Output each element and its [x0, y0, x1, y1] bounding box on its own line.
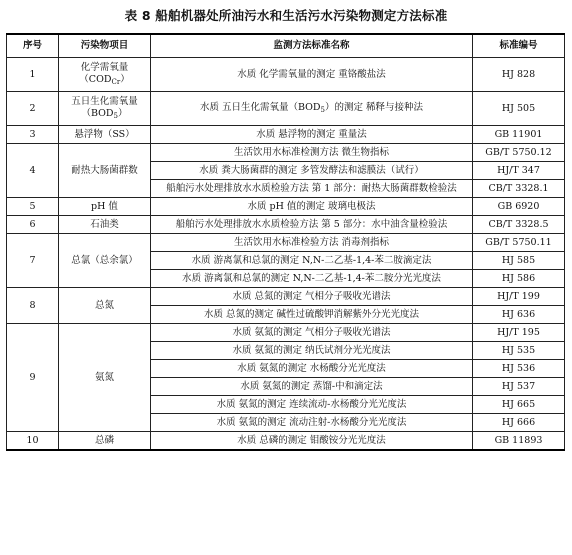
pollutant-cell	[59, 58, 151, 92]
serial-cell: 7	[7, 234, 59, 288]
code-cell: HJ 535	[473, 342, 565, 360]
pollutant-name: 五日生化需氧量	[71, 95, 138, 107]
pollutant-cell	[59, 92, 151, 126]
method-cell: 生活饮用水标准检验方法 消毒剂指标	[151, 234, 473, 252]
code-cell: HJ/T 199	[473, 288, 565, 306]
table-row	[7, 144, 565, 162]
method-cell: 水质 氨氮的测定 水杨酸分光光度法	[151, 360, 473, 378]
code-cell: GB 11901	[473, 126, 565, 144]
code-cell: HJ 505	[473, 92, 565, 126]
serial-cell: 3	[7, 126, 59, 144]
code-cell: GB 6920	[473, 198, 565, 216]
table-row	[7, 216, 565, 234]
serial-cell: 8	[7, 288, 59, 324]
pollutant-cell: 氨氮	[59, 324, 151, 432]
serial-cell: 9	[7, 324, 59, 432]
method-cell: 水质 氨氮的测定 纳氏试剂分光光度法	[151, 342, 473, 360]
method-cell: 生活饮用水标准检测方法 微生物指标	[151, 144, 473, 162]
code-cell: HJ 665	[473, 396, 565, 414]
code-cell: HJ/T 195	[473, 324, 565, 342]
method-cell: 水质 pH 值的测定 玻璃电极法	[151, 198, 473, 216]
table-row	[7, 198, 565, 216]
serial-cell: 4	[7, 144, 59, 198]
code-cell: HJ 537	[473, 378, 565, 396]
code-cell: HJ 636	[473, 306, 565, 324]
table-row	[7, 288, 565, 306]
method-cell: 船舶污水处理排放水水质检验方法 第 5 部分：水中油含量检验法	[151, 216, 473, 234]
pollutant-cell: 总氯（总余氯）	[59, 234, 151, 288]
pollutant-abbr: $(COD_{Cr})$	[79, 73, 130, 86]
pollutant-cell: 总氮	[59, 288, 151, 324]
table-title: 表 8 船舶机器处所油污水和生活污水污染物测定方法标准	[124, 8, 448, 23]
table-row	[7, 324, 565, 342]
header-row	[7, 34, 565, 58]
code-cell: HJ 666	[473, 414, 565, 432]
method-cell: 水质 粪大肠菌群的测定 多管发酵法和滤膜法（试行）	[151, 162, 473, 180]
method-cell: 水质 氨氮的测定 流动注射-水杨酸分光光度法	[151, 414, 473, 432]
method-cell: 水质 总氮的测定 气相分子吸收光谱法	[151, 288, 473, 306]
code-cell: GB/T 5750.11	[473, 234, 565, 252]
pollutant-name: 化学需氧量	[80, 61, 129, 73]
header-pollutant: 污染物项目	[59, 34, 151, 58]
pollutant-cell: 悬浮物（SS）	[59, 126, 151, 144]
method-cell: 水质 化学需氧量的测定 重铬酸盐法	[151, 58, 473, 92]
code-cell: CB/T 3328.1	[473, 180, 565, 198]
code-cell: HJ 536	[473, 360, 565, 378]
method-cell: 水质 五日生化需氧量$(BOD_5)$的测定 稀释与接种法	[151, 92, 473, 126]
pollutant-cell: pH 值	[59, 198, 151, 216]
code-cell: GB 11893	[473, 432, 565, 451]
standards-table	[6, 33, 565, 451]
method-cell: 水质 游离氯和总氯的测定 N,N-二乙基-1,4-苯二胺分光光度法	[151, 270, 473, 288]
method-cell: 水质 总磷的测定 钼酸铵分光光度法	[151, 432, 473, 451]
method-cell: 水质 氨氮的测定 连续流动-水杨酸分光光度法	[151, 396, 473, 414]
pollutant-abbr: $(BOD_5)$	[81, 107, 128, 120]
code-cell: HJ 586	[473, 270, 565, 288]
header-method: 监测方法标准名称	[151, 34, 473, 58]
method-cell: 水质 游离氯和总氯的测定 N,N-二乙基-1,4-苯二胺滴定法	[151, 252, 473, 270]
pollutant-cell: 耐热大肠菌群数	[59, 144, 151, 198]
code-cell: CB/T 3328.5	[473, 216, 565, 234]
code-cell: HJ 585	[473, 252, 565, 270]
method-cell: 水质 氨氮的测定 气相分子吸收光谱法	[151, 324, 473, 342]
method-cell: 水质 氨氮的测定 蒸馏-中和滴定法	[151, 378, 473, 396]
serial-cell: 10	[7, 432, 59, 451]
serial-cell: 6	[7, 216, 59, 234]
serial-cell: 2	[7, 92, 59, 126]
method-cell: 水质 总氮的测定 碱性过硫酸钾消解紫外分光光度法	[151, 306, 473, 324]
header-code: 标准编号	[473, 34, 565, 58]
method-cell: 船舶污水处理排放水水质检验方法 第 1 部分：耐热大肠菌群数检验法	[151, 180, 473, 198]
table-row	[7, 234, 565, 252]
table-row	[7, 126, 565, 144]
table-row	[7, 58, 565, 92]
table-row	[7, 92, 565, 126]
serial-cell: 1	[7, 58, 59, 92]
method-cell: 水质 悬浮物的测定 重量法	[151, 126, 473, 144]
code-cell: GB/T 5750.12	[473, 144, 565, 162]
header-serial: 序号	[7, 34, 59, 58]
pollutant-cell: 总磷	[59, 432, 151, 451]
code-cell: HJ 828	[473, 58, 565, 92]
pollutant-cell: 石油类	[59, 216, 151, 234]
table-row	[7, 432, 565, 451]
serial-cell: 5	[7, 198, 59, 216]
code-cell: HJ/T 347	[473, 162, 565, 180]
